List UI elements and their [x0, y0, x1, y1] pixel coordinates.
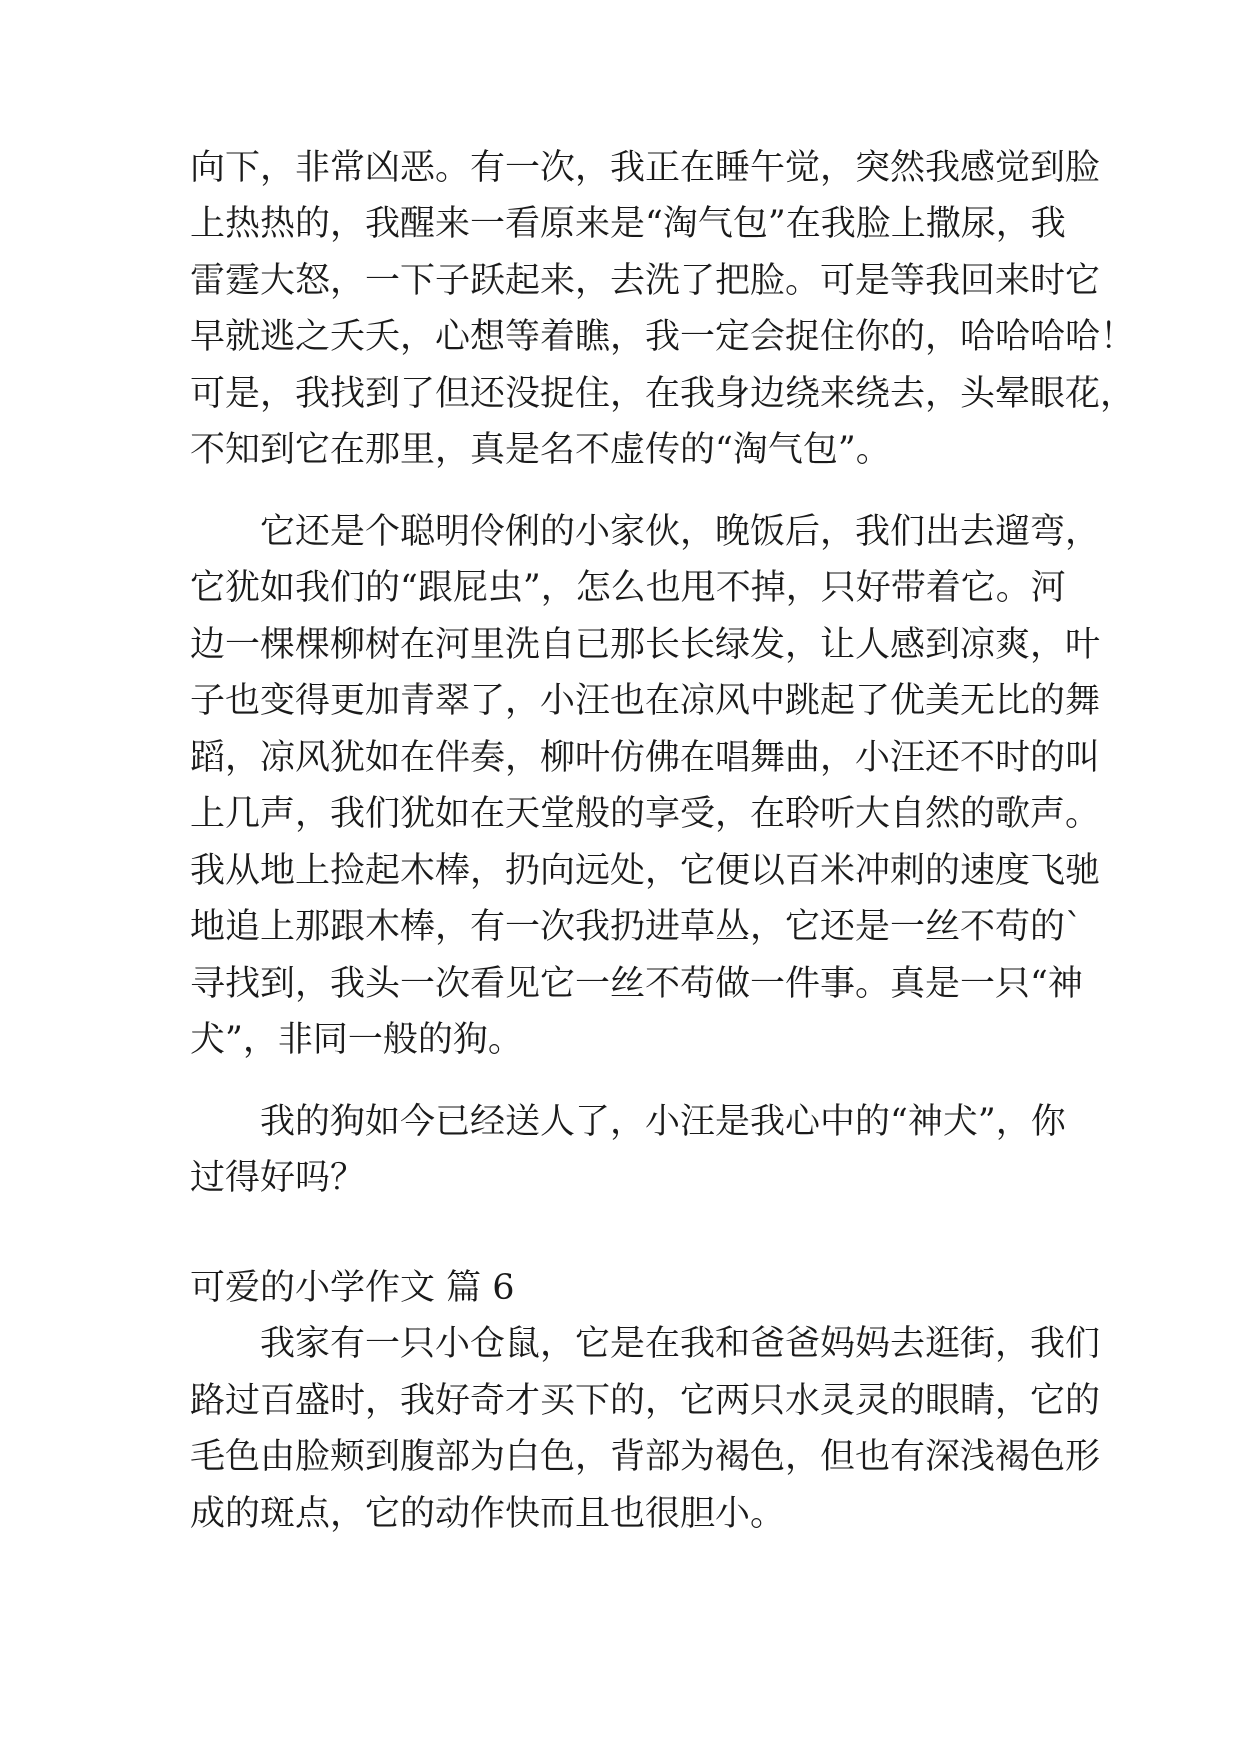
section-heading: 可爱的小学作文 篇 6 [190, 1268, 515, 1308]
text-line: 上热热的，我醒来一看原来是“淘气包”在我脸上撒尿，我 [190, 204, 1066, 244]
text-line: 成的斑点，它的动作快而且也很胆小。 [190, 1494, 786, 1534]
text-line: 上几声，我们犹如在天堂般的享受，在聆听大自然的歌声。 [190, 794, 1101, 834]
text-line: 路过百盛时，我好奇才买下的，它两只水灵灵的眼睛，它的 [190, 1381, 1101, 1421]
text-line: 毛色由脸颊到腹部为白色，背部为褐色，但也有深浅褐色形 [190, 1437, 1101, 1477]
text-line: 子也变得更加青翠了，小汪也在凉风中跳起了优美无比的舞 [190, 681, 1101, 721]
text-line: 我的狗如今已经送人了，小汪是我心中的“神犬”，你 [260, 1102, 1066, 1142]
text-line: 可是，我找到了但还没捉住，在我身边绕来绕去，头晕眼花， [190, 374, 1136, 414]
text-line: 寻找到，我头一次看见它一丝不苟做一件事。真是一只“神 [190, 964, 1083, 1004]
text-line: 过得好吗？ [190, 1158, 366, 1198]
text-line: 早就逃之夭夭，心想等着瞧，我一定会捉住你的，哈哈哈哈！ [190, 317, 1136, 357]
text-line: 雷霆大怒，一下子跃起来，去洗了把脸。可是等我回来时它 [190, 261, 1101, 301]
text-line: 地追上那跟木棒，有一次我扔进草丛，它还是一丝不苟的` [190, 907, 1083, 947]
text-line: 它犹如我们的“跟屁虫”，怎么也甩不掉，只好带着它。河 [190, 568, 1066, 608]
text-line: 我家有一只小仓鼠，它是在我和爸爸妈妈去逛街，我们 [260, 1324, 1101, 1364]
text-line: 它还是个聪明伶俐的小家伙，晚饭后，我们出去遛弯， [260, 512, 1101, 552]
text-line: 蹈，凉风犹如在伴奏，柳叶仿佛在唱舞曲，小汪还不时的叫 [190, 738, 1101, 778]
text-line: 不知到它在那里，真是名不虚传的“淘气包”。 [190, 430, 891, 470]
text-line: 我从地上捡起木棒，扔向远处，它便以百米冲刺的速度飞驰 [190, 851, 1101, 891]
text-line: 向下，非常凶恶。有一次，我正在睡午觉，突然我感觉到脸 [190, 148, 1101, 188]
text-line: 犬”，非同一般的狗。 [190, 1020, 523, 1060]
text-line: 边一棵棵柳树在河里洗自已那长长绿发，让人感到凉爽，叶 [190, 625, 1101, 665]
